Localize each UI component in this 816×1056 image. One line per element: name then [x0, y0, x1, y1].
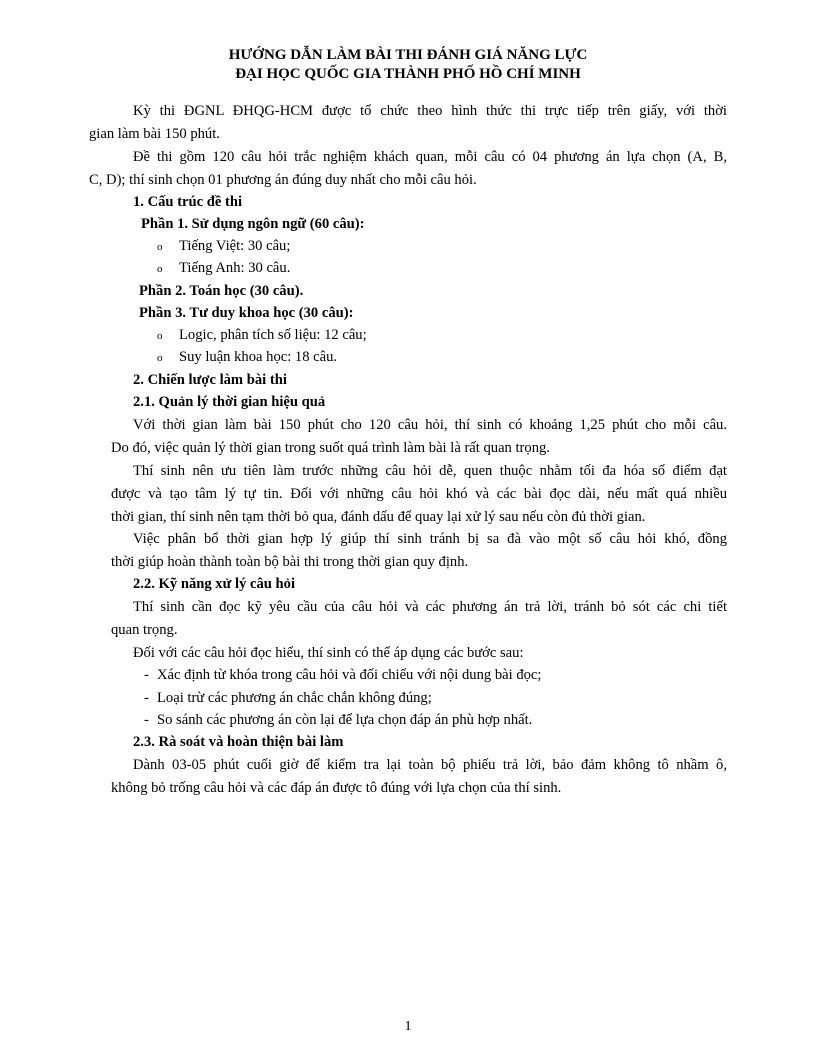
intro-p1-line2: gian làm bài 150 phút.: [89, 126, 220, 142]
circle-bullet-icon: o: [157, 241, 163, 253]
section2-3-heading: 2.3. Rà soát và hoàn thiện bài làm: [133, 734, 344, 750]
section2-1-heading: 2.1. Quản lý thời gian hiệu quả: [133, 394, 326, 410]
sub1-p2-line1: Thí sinh nên ưu tiên làm trước những câu hỏi dễ, quen thuộc nhằm tối đa hóa số điểm đạt: [133, 463, 727, 479]
section2-heading: 2. Chiến lược làm bài thi: [133, 372, 287, 388]
page-number: 1: [404, 1019, 412, 1034]
dash-bullet-icon: -: [144, 712, 149, 728]
sub2-step: Xác định từ khóa trong câu hỏi và đối chiếu với nội dung bài đọc;: [157, 667, 542, 683]
sub1-p2-line3: thời gian, thí sinh nên tạm thời bỏ qua, đánh dấu để quay lại xử lý sau nếu còn đủ thời gian.: [111, 509, 646, 525]
document-title-line1: HƯỚNG DẪN LÀM BÀI THI ĐÁNH GIÁ NĂNG LỰC: [228, 47, 588, 63]
sub1-p3-line2: thời giúp hoàn thành toàn bộ bài thi trong thời gian quy định.: [111, 554, 469, 570]
section2-2-heading: 2.2. Kỹ năng xử lý câu hỏi: [133, 576, 296, 592]
section1-part1: Phần 1. Sử dụng ngôn ngữ (60 câu):: [141, 216, 365, 232]
part3-item: Logic, phân tích số liệu: 12 câu;: [179, 327, 367, 343]
dash-bullet-icon: -: [144, 690, 149, 706]
sub1-p1-line1: Với thời gian làm bài 150 phút cho 120 câu hỏi, thí sinh có khoảng 1,25 phút cho mỗi câu.: [133, 417, 727, 433]
sub2-p2: Đối với các câu hỏi đọc hiểu, thí sinh có thể áp dụng các bước sau:: [133, 645, 524, 661]
document-title-line2: ĐẠI HỌC QUỐC GIA THÀNH PHỐ HỒ CHÍ MINH: [235, 66, 581, 82]
circle-bullet-icon: o: [157, 352, 163, 364]
circle-bullet-icon: o: [157, 263, 163, 275]
part3-item: Suy luận khoa học: 18 câu.: [179, 349, 338, 365]
sub2-step: Loại trừ các phương án chắc chắn không đúng;: [157, 690, 432, 706]
sub2-step: So sánh các phương án còn lại để lựa chọn đáp án phù hợp nhất.: [157, 712, 533, 728]
sub3-p1-line2: không bỏ trống câu hỏi và các đáp án được tô đúng với lựa chọn của thí sinh.: [111, 780, 562, 796]
sub1-p3-line1: Việc phân bổ thời gian hợp lý giúp thí sinh tránh bị sa đà vào một số câu hỏi khó, đồng: [133, 531, 727, 547]
sub2-p1-line1: Thí sinh cần đọc kỹ yêu cầu của câu hỏi và các phương án trả lời, tránh bỏ sót các chi tiết: [133, 599, 727, 615]
intro-p2-line2: C, D); thí sinh chọn 01 phương án đúng duy nhất cho mỗi câu hỏi.: [89, 172, 477, 188]
sub1-p1-line2: Do đó, việc quản lý thời gian trong suốt quá trình làm bài là rất quan trọng.: [111, 440, 550, 456]
part1-item: Tiếng Việt: 30 câu;: [179, 238, 291, 254]
sub2-p1-line2: quan trọng.: [111, 622, 178, 638]
intro-p2-line1: Đề thi gồm 120 câu hỏi trắc nghiệm khách quan, mỗi câu có 04 phương án lựa chọn (A, B,: [133, 149, 727, 165]
intro-p1-line1: Kỳ thi ĐGNL ĐHQG-HCM được tổ chức theo hình thức thi trực tiếp trên giấy, với thời: [133, 103, 727, 119]
sub1-p2-line2: được và tạo tâm lý tự tin. Đối với những câu hỏi khó và các bài đọc dài, nếu mất quá nhiều: [111, 486, 727, 502]
section1-part2: Phần 2. Toán học (30 câu).: [139, 283, 304, 299]
sub3-p1-line1: Dành 03-05 phút cuối giờ để kiểm tra lại toàn bộ phiếu trả lời, bảo đảm không tô nhầm ô,: [133, 757, 727, 773]
part1-item: Tiếng Anh: 30 câu.: [179, 260, 291, 276]
section1-part3: Phần 3. Tư duy khoa học (30 câu):: [139, 305, 354, 321]
section1-heading: 1. Cấu trúc đề thi: [133, 194, 243, 210]
dash-bullet-icon: -: [144, 667, 149, 683]
circle-bullet-icon: o: [157, 330, 163, 342]
